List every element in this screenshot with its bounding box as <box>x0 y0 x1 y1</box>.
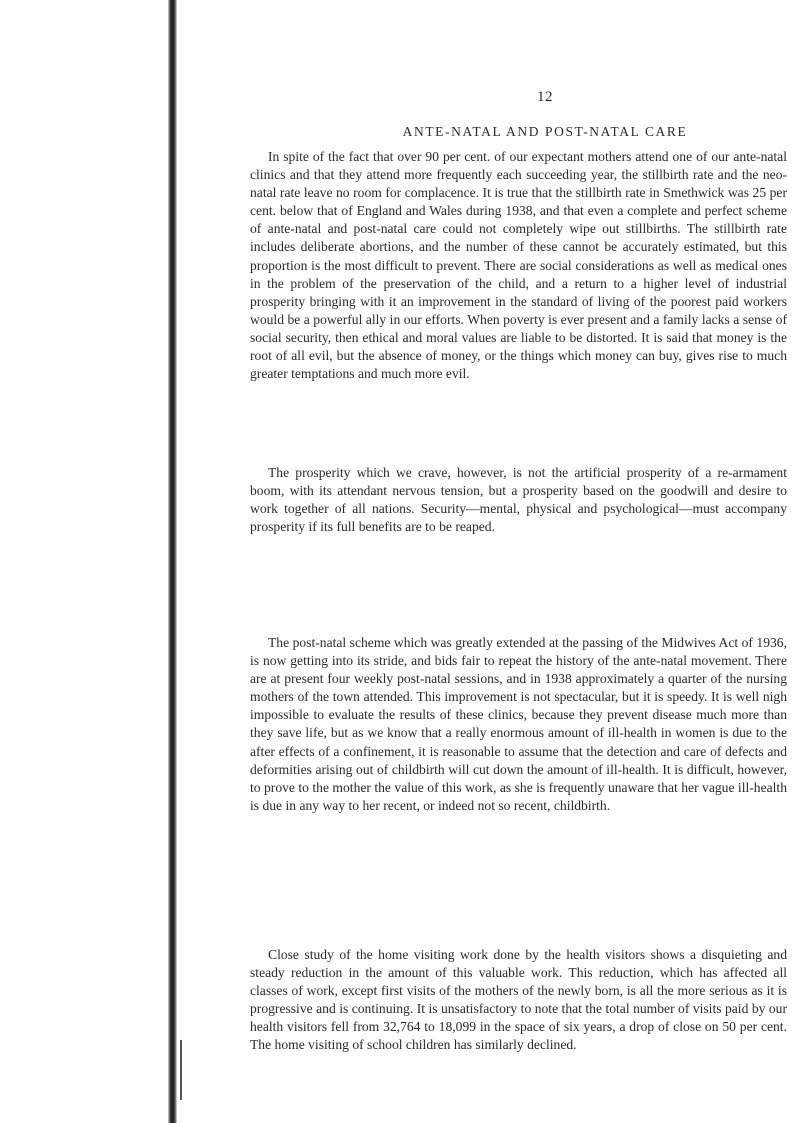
body-paragraph <box>250 148 787 383</box>
paragraph-text: Close study of the home visiting work done by the health visitors shows a disquieting and steady reduction in the amount of this valuable work. This reduction, which has affected all classes of work, except first visits of the mothers of the newly born, is all the more serious as it is progressive and is continuing. It is unsatisfactory to note that the total number of visits paid by our health visitors fell from 32,764 to 18,099 in the space of six years, a drop of close on 50 per cent. The home visiting of school children has similarly declined. <box>250 947 787 1053</box>
paragraph-text: The post-natal scheme which was greatly extended at the passing of the Midwives Act of 1936, is now getting into its stride, and bids fair to repeat the history of the ante-natal movement. There are at present four weekly post-natal sessions, and in 1938 approximately a quarter of the nursing mothers of the town attended. This improvement is not spectacular, but it is speedy. It is well nigh impossible to evaluate the results of these clinics, because they prevent disease much more than they save life, but as we know that a really enormous amount of ill-health in women is due to the after effects of a confinement, it is reasonable to assume that the detection and care of defects and deformities arising out of childbirth will cut down the amount of ill-health. It is difficult, however, to prove to the mother the value of this work, as she is frequently unaware that her vague ill-health is due in any way to her recent, or indeed not so recent, childbirth. <box>250 635 787 813</box>
page-number: 12 <box>537 89 553 105</box>
section-title: ANTE-NATAL AND POST-NATAL CARE <box>402 124 688 139</box>
binding-speck <box>180 1040 182 1100</box>
body-paragraph <box>250 464 787 536</box>
paragraph-text: The prosperity which we crave, however, is not the artificial prosperity of a re-armament boom, with its attendant nervous tension, but a prosperity based on the goodwill and desire to work together of all nations. Security—mental, physical and psychological—must accompany prosperity if its full benefits are to be reaped. <box>250 465 787 535</box>
body-paragraph <box>250 946 787 1055</box>
body-paragraph <box>250 634 787 815</box>
binding-edge <box>168 0 177 1123</box>
paragraph-text: In spite of the fact that over 90 per cent. of our expectant mothers attend one of our ante-natal clinics and that they attend more frequently each succeeding year, the stillbirth rate and the neo-natal rate leave no room for complacence. It is true that the stillbirth rate in Smethwick was 25 per cent. below that of England and Wales during 1938, and that even a complete and perfect scheme of ante-natal and post-natal care could not completely wipe out stillbirths. The stillbirth rate includes deliberate abortions, and the number of these cannot be accurately estimated, but this proportion is the most difficult to prevent. There are social considerations as well as medical ones in the problem of the preservation of the child, and a return to a higher level of industrial prosperity bringing with it an improvement in the standard of living of the poorest paid workers would be a powerful ally in our efforts. When poverty is ever present and a family lacks a sense of social security, then ethical and moral values are liable to be distorted. It is said that money is the root of all evil, but the absence of money, or the things which money can buy, gives rise to much greater temptations and much more evil. <box>250 149 787 382</box>
